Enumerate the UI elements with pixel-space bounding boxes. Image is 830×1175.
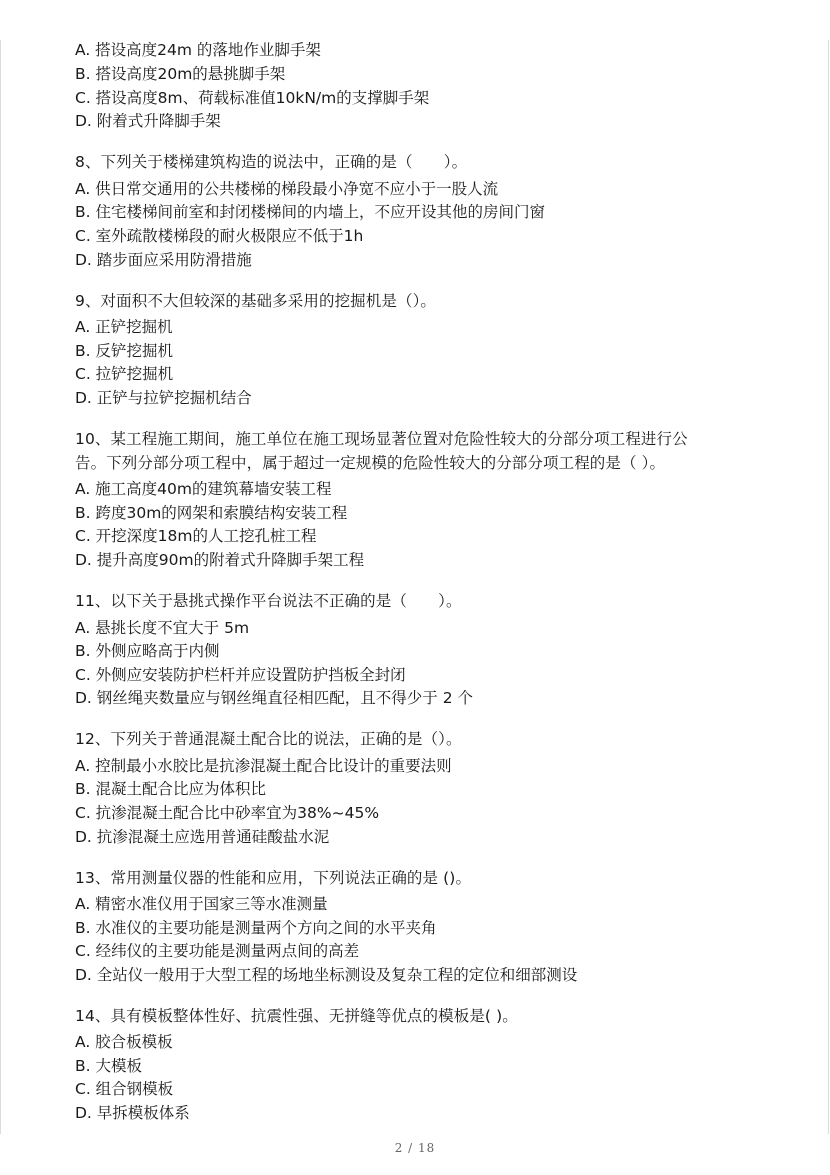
- option-c: C. 组合钢模板: [75, 1080, 174, 1098]
- option-c: C. 经纬仪的主要功能是测量两点间的高差: [75, 942, 360, 960]
- option-b: B. 水准仪的主要功能是测量两个方向之间的水平夹角: [75, 919, 437, 937]
- option-b: B. 大模板: [75, 1057, 142, 1075]
- option-d: D. 正铲与拉铲挖掘机结合: [75, 389, 252, 407]
- question-stem-line-1: 10、某工程施工期间，施工单位在施工现场显著位置对危险性较大的分部分项工程进行公: [75, 430, 688, 448]
- option-a: A. 悬挑长度不宜大于 5m: [75, 619, 250, 637]
- option-c: C. 搭设高度8m、荷载标准值10kN/m的支撑脚手架: [75, 89, 430, 107]
- option-c: C. 外侧应安装防护栏杆并应设置防护挡板全封闭: [75, 666, 406, 684]
- question-stem: 11、以下关于悬挑式操作平台说法不正确的是（ ）。: [75, 592, 462, 610]
- option-b: B. 外侧应略高于内侧: [75, 642, 220, 660]
- question-stem-line-2: 告。下列分部分项工程中，属于超过一定规模的危险性较大的分部分项工程的是（ ）。: [75, 454, 666, 472]
- page-left-edge: [0, 40, 1, 1134]
- option-b: B. 反铲挖掘机: [75, 342, 173, 360]
- option-a: A. 精密水准仪用于国家三等水准测量: [75, 895, 328, 913]
- option-b: B. 住宅楼梯间前室和封闭楼梯间的内墙上，不应开设其他的房间门窗: [75, 203, 545, 221]
- option-c: C. 拉铲挖掘机: [75, 365, 174, 383]
- option-a: A. 供日常交通用的公共楼梯的梯段最小净宽不应小于一股人流: [75, 180, 499, 198]
- option-d: D. 全站仪一般用于大型工程的场地坐标测设及复杂工程的定位和细部测设: [75, 966, 578, 984]
- option-c: C. 抗渗混凝土配合比中砂率宜为38%~45%: [75, 804, 380, 822]
- option-b: B. 搭设高度20m的悬挑脚手架: [75, 65, 286, 83]
- option-a: A. 施工高度40m的建筑幕墙安装工程: [75, 480, 332, 498]
- page-right-edge: [828, 40, 829, 1134]
- option-d: D. 附着式升降脚手架: [75, 112, 221, 130]
- option-c: C. 室外疏散楼梯段的耐火极限应不低于1h: [75, 227, 364, 245]
- question-stem: 14、具有模板整体性好、抗震性强、无拼缝等优点的模板是( )。: [75, 1007, 518, 1025]
- option-d: D. 踏步面应采用防滑措施: [75, 251, 252, 269]
- page-number: 2 / 18: [394, 1141, 436, 1155]
- question-stem: 8、下列关于楼梯建筑构造的说法中，正确的是（ ）。: [75, 153, 468, 171]
- question-stem: 12、下列关于普通混凝土配合比的说法，正确的是（）。: [75, 730, 462, 748]
- option-a: A. 控制最小水胶比是抗渗混凝土配合比设计的重要法则: [75, 757, 452, 775]
- option-d: D. 早拆模板体系: [75, 1104, 190, 1122]
- option-b: B. 跨度30m的网架和索膜结构安装工程: [75, 504, 348, 522]
- option-a: A. 搭设高度24m 的落地作业脚手架: [75, 41, 321, 59]
- option-d: D. 提升高度90m的附着式升降脚手架工程: [75, 551, 365, 569]
- option-a: A. 胶合板模板: [75, 1033, 173, 1051]
- option-c: C. 开挖深度18m的人工挖孔桩工程: [75, 527, 317, 545]
- option-a: A. 正铲挖掘机: [75, 318, 173, 336]
- option-d: D. 抗渗混凝土应选用普通硅酸盐水泥: [75, 828, 330, 846]
- question-stem: 9、对面积不大但较深的基础多采用的挖掘机是（）。: [75, 292, 437, 310]
- question-stem: 13、常用测量仪器的性能和应用，下列说法正确的是 ()。: [75, 869, 472, 887]
- option-b: B. 混凝土配合比应为体积比: [75, 780, 266, 798]
- option-d: D. 钢丝绳夹数量应与钢丝绳直径相匹配，且不得少于 2 个: [75, 689, 474, 707]
